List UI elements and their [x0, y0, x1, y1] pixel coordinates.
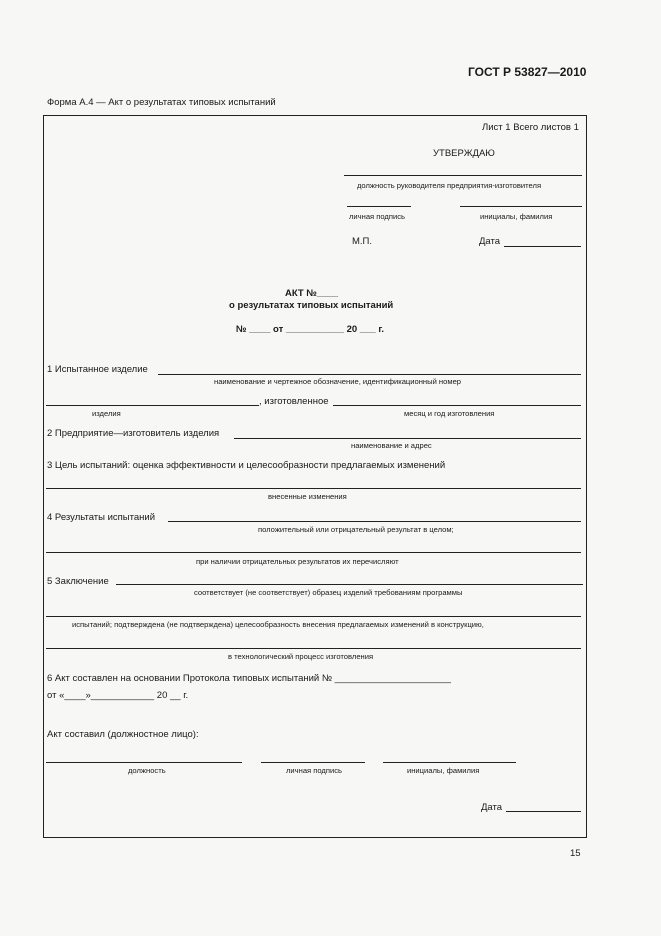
item4-label: 4 Результаты испытаний: [47, 512, 156, 523]
item6-date: от «____»____________ 20 __ г.: [47, 690, 189, 701]
item2-field[interactable]: [234, 438, 581, 439]
compiler-signature-caption: личная подпись: [286, 766, 342, 775]
approver-signature-caption: личная подпись: [349, 212, 405, 221]
item4-field[interactable]: [168, 521, 581, 522]
product-field[interactable]: [46, 405, 259, 406]
item5-field[interactable]: [116, 584, 583, 585]
compiler-date-line[interactable]: [506, 811, 581, 812]
act-title: АКТ №____: [285, 288, 339, 299]
act-number-line: № ____ от ___________ 20 ___ г.: [236, 324, 384, 335]
item3-label: 3 Цель испытаний: оценка эффективности и целесообразности предлагаемых изменений: [47, 460, 446, 471]
item2-caption: наименование и адрес: [351, 441, 432, 450]
approver-name-caption: инициалы, фамилия: [480, 212, 553, 221]
made-label: , изготовленное: [259, 396, 329, 407]
approver-position-caption: должность руководителя предприятия-изготовителя: [357, 181, 542, 190]
product-caption: изделия: [92, 409, 121, 418]
seal-label: М.П.: [352, 236, 373, 247]
compiler-name-caption: инициалы, фамилия: [407, 766, 480, 775]
item5-field-3[interactable]: [46, 648, 581, 649]
approver-position-line[interactable]: [344, 175, 582, 176]
made-caption: месяц и год изготовления: [404, 409, 495, 418]
compiler-name-line[interactable]: [383, 762, 516, 763]
approver-name-line[interactable]: [460, 206, 582, 207]
item5-field-2[interactable]: [46, 616, 581, 617]
item4-caption-2: при наличии отрицательных результатов их перечисляют: [196, 557, 399, 566]
compiled-by-label: Акт составил (должностное лицо):: [47, 729, 199, 740]
compiler-position-line[interactable]: [46, 762, 242, 763]
compiler-signature-line[interactable]: [261, 762, 365, 763]
item1-label: 1 Испытанное изделие: [47, 364, 148, 375]
item1-field[interactable]: [158, 374, 581, 375]
compiler-date-label: Дата: [481, 802, 503, 813]
form-title: Форма А.4 — Акт о результатах типовых испытаний: [47, 97, 276, 108]
item3-field[interactable]: [46, 488, 581, 489]
item5-caption-2: испытаний; подтверждена (не подтверждена) целесообразность внесения предлагаемых изменений в конструкцию,: [72, 620, 484, 629]
standard-number: ГОСТ Р 53827—2010: [468, 65, 587, 79]
made-field[interactable]: [333, 405, 581, 406]
item1-caption: наименование и чертежное обозначение, идентификационный номер: [214, 377, 462, 386]
page-number: 15: [570, 848, 581, 859]
approval-date-line[interactable]: [504, 246, 581, 247]
item6-label: 6 Акт составлен на основании Протокола типовых испытаний № ______________________: [47, 673, 451, 684]
compiler-position-caption: должность: [128, 766, 166, 775]
approve-heading: УТВЕРЖДАЮ: [433, 148, 495, 159]
act-subtitle: о результатах типовых испытаний: [229, 300, 394, 311]
item2-label: 2 Предприятие—изготовитель изделия: [47, 428, 220, 439]
item5-caption-3: в технологический процесс изготовления: [228, 652, 374, 661]
item4-caption: положительный или отрицательный результат в целом;: [258, 525, 454, 534]
item3-caption: внесенные изменения: [268, 492, 347, 501]
approval-date-label: Дата: [479, 236, 501, 247]
item5-label: 5 Заключение: [47, 576, 109, 587]
approver-signature-line[interactable]: [347, 206, 411, 207]
item5-caption: соответствует (не соответствует) образец изделий требованиям программы: [194, 588, 463, 597]
item4-field-2[interactable]: [46, 552, 581, 553]
sheet-info: Лист 1 Всего листов 1: [482, 122, 579, 133]
